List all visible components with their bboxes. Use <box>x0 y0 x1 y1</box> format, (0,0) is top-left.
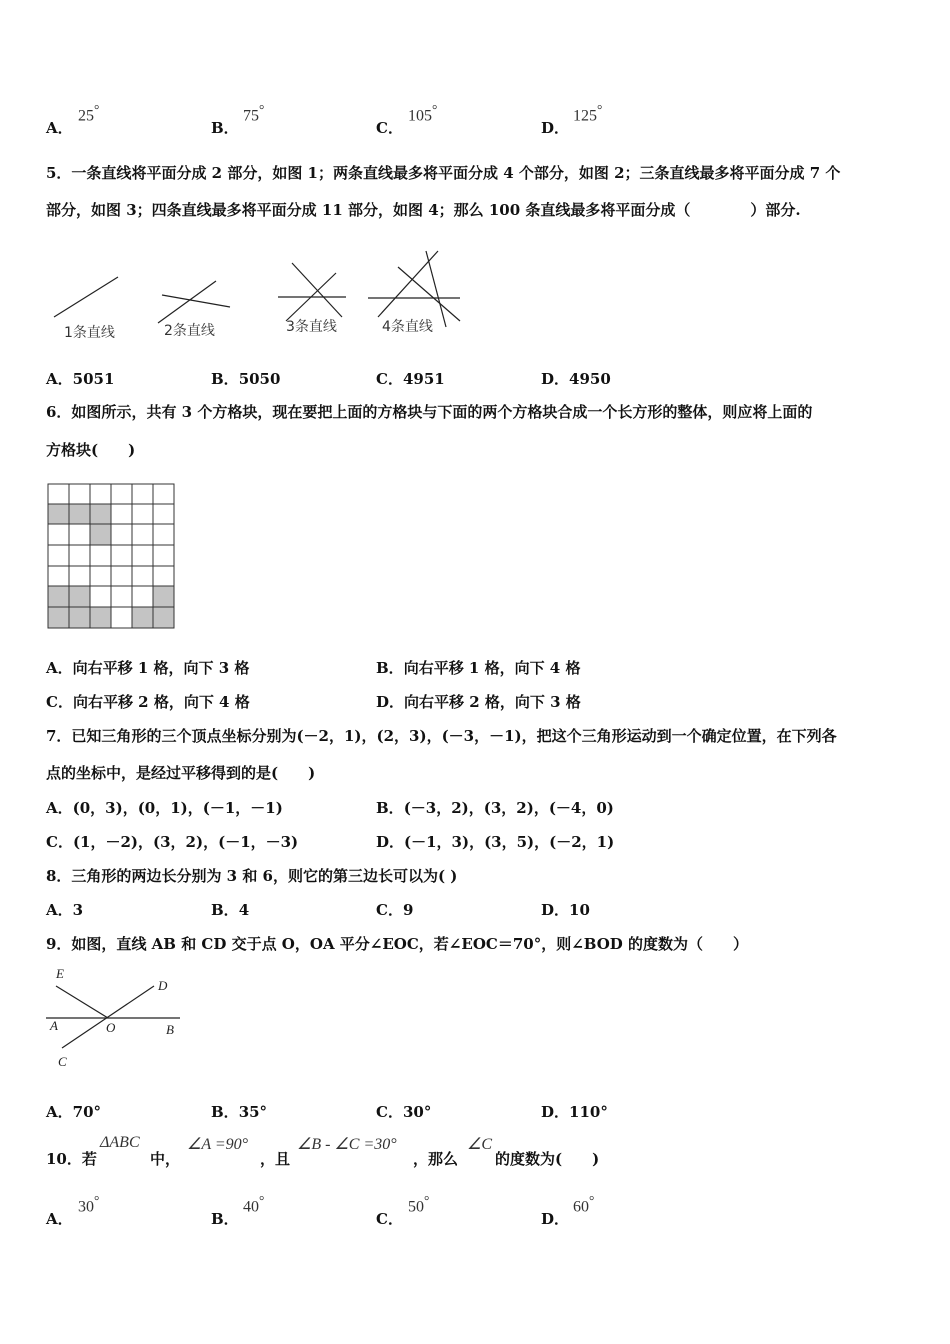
q10-angle-c: ∠C <box>467 1136 493 1153</box>
q5-option-b: B．5050 <box>211 370 281 388</box>
q7-option-d: D．(－1，3)，(3，5)，(－2，1) <box>376 833 615 851</box>
q10-option-b-value: 40° <box>243 1193 265 1216</box>
q9-label-a: A <box>50 1018 58 1033</box>
q8-option-c: C．9 <box>376 901 414 919</box>
q5-fig4-label: 4条直线 <box>382 319 433 335</box>
q4-option-b-letter: B． <box>211 119 239 137</box>
q6-grid-figure <box>46 482 178 630</box>
q10-angle-a: ∠A =90° <box>187 1136 249 1153</box>
q7-option-c: C．(1，－2)，(3，2)，(－1，－3) <box>46 833 299 851</box>
q10-option-c-letter: C． <box>376 1210 403 1228</box>
q4-option-a-value: 25° <box>78 102 100 125</box>
q5-lines-figure <box>46 245 476 345</box>
q5-option-d: D．4950 <box>541 370 611 388</box>
q10-prefix: 10．若 <box>46 1150 97 1168</box>
q6-option-a: A．向右平移 1 格，向下 3 格 <box>46 659 250 677</box>
q4-option-c-value: 105° <box>408 102 438 125</box>
q4-option-d-value: 125° <box>573 102 603 125</box>
q10-triangle: ΔABC <box>100 1134 140 1151</box>
q10-option-d-value: 60° <box>573 1193 595 1216</box>
q6-option-c: C．向右平移 2 格，向下 4 格 <box>46 693 250 711</box>
q8-text-line1: 8．三角形的两边长分别为 3 和 6，则它的第三边长可以为( ) <box>46 867 458 885</box>
q9-label-o: O <box>106 1020 116 1035</box>
q10-suffix: 的度数为( ) <box>495 1150 600 1168</box>
q5-fig3-label: 3条直线 <box>286 319 337 335</box>
q9-label-d: D <box>158 978 168 993</box>
q4-option-d-letter: D． <box>541 119 570 137</box>
q4-option-c-letter: C． <box>376 119 403 137</box>
q5-fig1-label: 1条直线 <box>64 325 115 341</box>
q5-option-a: A．5051 <box>46 370 115 388</box>
q9-option-d: D．110° <box>541 1103 608 1121</box>
q9-label-c: C <box>58 1054 67 1069</box>
q10-option-a-value: 30° <box>78 1193 100 1216</box>
q6-text-line1: 6．如图所示，共有 3 个方格块，现在要把上面的方格块与下面的两个方格块合成一个长方形的整体，则应将上面的 <box>46 403 813 421</box>
q9-option-a: A．70° <box>46 1103 102 1121</box>
q10-mid2: ，且 <box>260 1150 291 1168</box>
q9-label-e: E <box>56 966 64 981</box>
q6-option-d: D．向右平移 2 格，向下 3 格 <box>376 693 581 711</box>
q5-text-line2: 部分，如图 3；四条直线最多将平面分成 11 部分，如图 4；那么 100 条直线最多将平面分成（ ）部分. <box>46 201 801 219</box>
q9-label-b: B <box>166 1022 174 1037</box>
q5-fig2-label: 2条直线 <box>164 323 215 339</box>
q9-text-line1: 9．如图，直线 AB 和 CD 交于点 O，OA 平分∠EOC，若∠EOC＝70°，则∠BOD 的度数为（ ） <box>46 935 749 953</box>
q9-option-c: C．30° <box>376 1103 432 1121</box>
q7-text-line2: 点的坐标中，是经过平移得到的是( ) <box>46 764 316 782</box>
q7-text-line1: 7．已知三角形的三个顶点坐标分别为(－2，1)，(2，3)，(－3，－1)，把这个三角形运动到一个确定位置，在下列各 <box>46 727 837 745</box>
q9-angle-figure <box>46 962 186 1074</box>
q8-option-a: A．3 <box>46 901 84 919</box>
q5-option-c: C．4951 <box>376 370 445 388</box>
q6-text-line2: 方格块( ) <box>46 441 136 459</box>
q5-text-line1: 5．一条直线将平面分成 2 部分，如图 1；两条直线最多将平面分成 4 个部分，如图 2；三条直线最多将平面分成 7 个 <box>46 164 841 182</box>
q10-option-c-value: 50° <box>408 1193 430 1216</box>
q9-option-b: B．35° <box>211 1103 268 1121</box>
q10-option-b-letter: B． <box>211 1210 239 1228</box>
q10-option-d-letter: D． <box>541 1210 570 1228</box>
q4-option-a-letter: A． <box>46 119 73 137</box>
q6-option-b: B．向右平移 1 格，向下 4 格 <box>376 659 581 677</box>
q10-option-a-letter: A． <box>46 1210 73 1228</box>
q10-mid1: 中， <box>150 1150 181 1168</box>
q10-mid3: ，那么 <box>413 1150 459 1168</box>
q8-option-d: D．10 <box>541 901 590 919</box>
q10-angle-b-minus-c: ∠B - ∠C =30° <box>297 1136 397 1153</box>
q4-option-b-value: 75° <box>243 102 265 125</box>
q8-option-b: B．4 <box>211 901 250 919</box>
q7-option-b: B．(－3，2)，(3，2)，(－4，0) <box>376 799 614 817</box>
q7-option-a: A．(0，3)，(0，1)，(－1，－1) <box>46 799 283 817</box>
